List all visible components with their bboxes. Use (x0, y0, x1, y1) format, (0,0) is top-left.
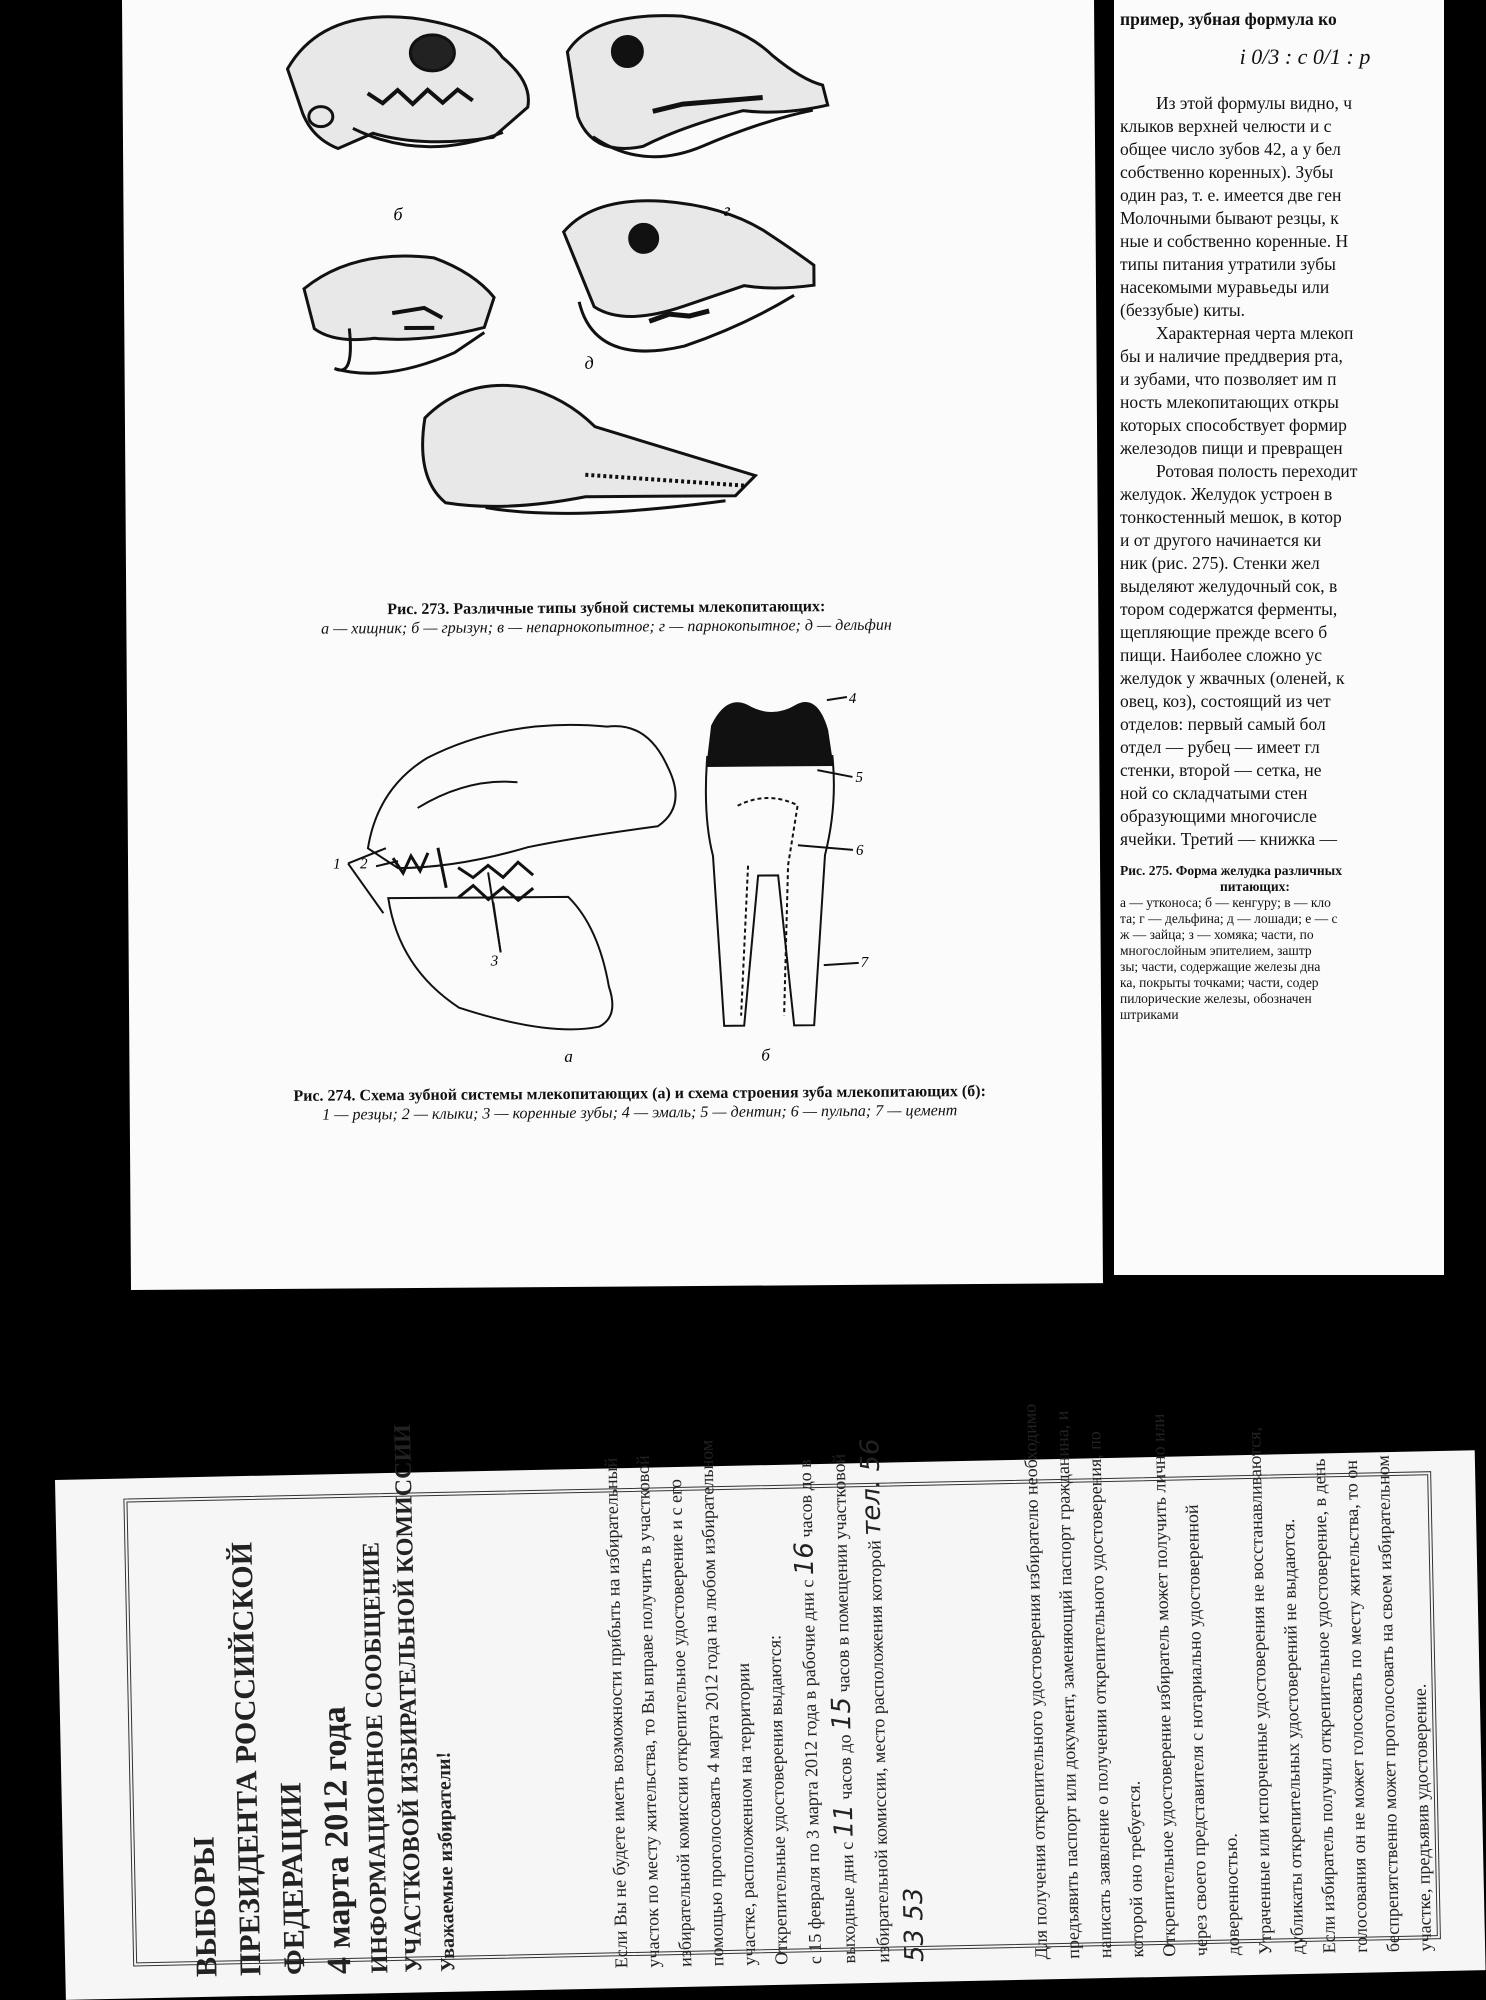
label-6: 6 (855, 842, 864, 859)
text-line: один раз, т. е. имеется две ген (1120, 185, 1342, 205)
notice-p1: Если Вы не будете иметь возможности прибыть на избирательный участок по месту жительства, то Вы вправе получить в участковой избирательной комиссии открепительное удостоверение и с его помощью проголосовать 4 марта 2012 года на любом избирательном участке, расположенном на территории (600, 1439, 760, 1969)
skull-rodent (304, 255, 495, 340)
text-line: (беззубые) киты. (1120, 300, 1245, 320)
notice-p7: Если избиратель получил открепительное удостоверение, в день голосования он не может голосовать по месту жительства, то он беспрепятственно может проголосовать на своем избирательном участке, предъявив удостоверение. (1308, 1455, 1436, 1954)
text-line: Характерная черта млекоп (1156, 323, 1354, 343)
skull-odd-toed (567, 15, 828, 149)
label-a: а (564, 1046, 573, 1066)
notice-h5: УЧАСТКОВОЙ ИЗБИРАТЕЛЬНОЙ КОМИССИИ (389, 1423, 428, 1973)
label-b: б (761, 1045, 771, 1065)
right-para3 (1120, 460, 1450, 851)
text-line: желудок у жвачных (оленей, к (1120, 668, 1345, 688)
left-book-page (122, 0, 1103, 1290)
text-line: ник (рис. 275). Стенки жел (1120, 553, 1320, 573)
label-2: 2 (359, 856, 368, 873)
text-line: ка, покрыты точками; части, содер (1120, 975, 1319, 990)
letter-g: г (723, 199, 731, 220)
election-notice-page (55, 1403, 1486, 2000)
right-book-page (1114, 0, 1444, 1275)
text-line: насекомыми муравьеды или (1120, 277, 1330, 297)
handwritten-hour-2: 11 (828, 1803, 860, 1838)
figure-275-caption-title2: питающих: (1220, 879, 1290, 894)
text-line: желудок. Желудок устроен в (1120, 484, 1333, 504)
handwritten-hour-1: 16 (789, 1541, 821, 1576)
figure-273-skulls (122, 0, 1098, 620)
figure-274-caption-text: 1 — резцы; 2 — клыки; 3 — коренные зубы; 4 — эмаль; 5 — дентин; 6 — пульпа; 7 — цемент (322, 1102, 958, 1124)
right-para1 (1120, 92, 1450, 322)
notice-h3: 4 марта 2012 года (315, 1705, 359, 1975)
text-line: щепляющие прежде всего б (1120, 622, 1328, 642)
text-line: образующими многочисле (1120, 806, 1317, 826)
figure-273-caption-title: Рис. 273. Различные типы зубной системы млекопитающих: (387, 598, 826, 619)
notice-p3 (786, 1402, 934, 1965)
figure-275-caption-title: Рис. 275. Форма желудка различных (1120, 863, 1342, 878)
text-line: отделов: первый самый бол (1120, 714, 1326, 734)
text-line: ной со складчатыми стен (1120, 783, 1308, 803)
handwritten-hour-3: 15 (826, 1696, 858, 1731)
label-5: 5 (855, 769, 864, 786)
text-line: тонкостенный мешок, в котор (1120, 507, 1342, 527)
figure-274-diagram (127, 690, 1102, 1070)
text-line: которых способствует формир (1120, 415, 1347, 435)
notice-h6: Уважаемые избиратели! (432, 1751, 460, 1973)
text-line: общее число зубов 42, а у бел (1120, 139, 1341, 159)
text-line: стенки, второй — сетка, не (1120, 760, 1322, 780)
text-line: и от другого начинается ки (1120, 530, 1322, 550)
right-page-text (1120, 0, 1450, 1023)
notice-h1: ВЫБОРЫ (187, 1836, 224, 1978)
handwritten-phone: тел. 56 53 53 (855, 1438, 931, 1963)
dental-formula: i 0/3 : c 0/1 : p (1239, 44, 1371, 69)
text-line: Молочными бывают резцы, к (1120, 208, 1339, 228)
text-line: пилорические железы, обозначен (1120, 991, 1312, 1006)
notice-p3e: часов в помещении участковой избирательной комиссии, место расположения которой (828, 1453, 894, 1963)
notice-p2: Открепительные удостоверения выдаются: (764, 1634, 792, 1966)
notice-p3a: с 15 февраля по 3 марта 2012 года в рабочие дни с (797, 1579, 826, 1965)
notice-body-text-2 (1014, 1391, 1442, 1960)
text-line: Ротовая полость переходит (1156, 461, 1358, 481)
text-line: ж — зайца; з — хомяка; части, по (1120, 927, 1314, 942)
tooth-outline (706, 755, 836, 1026)
text-line: овец, коз), состоящий из чет (1120, 691, 1331, 711)
text-line: бы и наличие преддверия рта, (1120, 346, 1343, 366)
text-line: тором содержатся ферменты, (1120, 599, 1338, 619)
notice-p6: Утраченные или испорченные удостоверения не восстанавливаются, дубликаты открепительных удостоверений не выдаются. (1244, 1426, 1308, 1955)
text-line: ячейки. Третий — книжка — (1120, 829, 1337, 849)
notice-body-text (594, 1402, 934, 1969)
skull-dolphin (422, 384, 755, 507)
skull-even-toed (563, 200, 814, 317)
text-line: та; г — дельфина; д — лошади; е — с (1120, 911, 1338, 926)
label-1: 1 (332, 856, 341, 873)
right-para2 (1120, 322, 1450, 460)
text-line: клыков верхней челюсти и с (1120, 116, 1332, 136)
notice-p3d: часов до (834, 1734, 856, 1800)
text-line: ность млекопитающих откры (1120, 392, 1339, 412)
figure-273-caption-text: а — хищник; б — грызун; в — непарнокопытное; г — парнокопытное; д — дельфин (320, 616, 892, 638)
notice-p4: Для получения открепительного удостоверения избирателю необходимо предъявить паспорт или документ, заменяющий паспорт гражданина, и написать заявление о получении открепительного удостоверения, по которой оно требуется. (1019, 1403, 1148, 1960)
label-7: 7 (860, 954, 869, 971)
text-line: ные и собственно коренные. Н (1120, 231, 1349, 251)
text-line: Из этой формулы видно, ч (1156, 93, 1353, 113)
figure-275-caption-lines (1120, 895, 1450, 1023)
text-line: пищи. Наиболее сложно ус (1120, 645, 1323, 665)
notice-p5: Открепительное удостоверение избиратель может получить лично или через своего представителя с нотариально удостоверенной доверенностью. (1147, 1413, 1244, 1957)
label-4: 4 (848, 690, 857, 707)
text-line: типы питания утратили зубы (1120, 254, 1336, 274)
notice-rotated-text (174, 1412, 466, 1978)
notice-p3c: в выходные дни с (794, 1459, 860, 1964)
figure-274-caption-title: Рис. 274. Схема зубной системы млекопитающих (а) и схема строения зуба млекопитающих (б): (293, 1082, 986, 1105)
notice-h2: ПРЕЗИДЕНТА РОССИЙСКОЙ ФЕДЕРАЦИИ (225, 1541, 312, 1977)
notice-p3b: часов до (795, 1472, 817, 1538)
letter-d: д (584, 352, 594, 373)
text-line: многослойным эпителием, заштр (1120, 943, 1312, 958)
figure-273-caption (206, 596, 1006, 640)
text-line: железодов пищи и превращен (1120, 438, 1343, 458)
text-line: штриками (1120, 1007, 1179, 1022)
text-line: собственно коренных). Зубы (1120, 162, 1334, 182)
text-line: а — утконоса; б — кенгуру; в — кло (1120, 895, 1331, 910)
right-page-line0: пример, зубная формула ко (1120, 9, 1337, 29)
text-line: и зубами, что позволяет им п (1120, 369, 1337, 389)
figure-274-caption (230, 1082, 1050, 1126)
label-3: 3 (490, 953, 499, 970)
dentition-skull-outline (367, 724, 676, 868)
notice-h4: ИНФОРМАЦИОННОЕ СООБЩЕНИЕ (358, 1541, 394, 1974)
tooth-enamel (707, 703, 832, 766)
letter-b: б (393, 204, 403, 225)
figure-275-caption (1120, 863, 1450, 1023)
skull-carnivore (287, 16, 529, 149)
text-line: выделяют желудочный сок, в (1120, 576, 1338, 596)
text-line: отдел — рубец — имеет гл (1120, 737, 1320, 757)
text-line: зы; части, содержащие железы дна (1120, 959, 1321, 974)
